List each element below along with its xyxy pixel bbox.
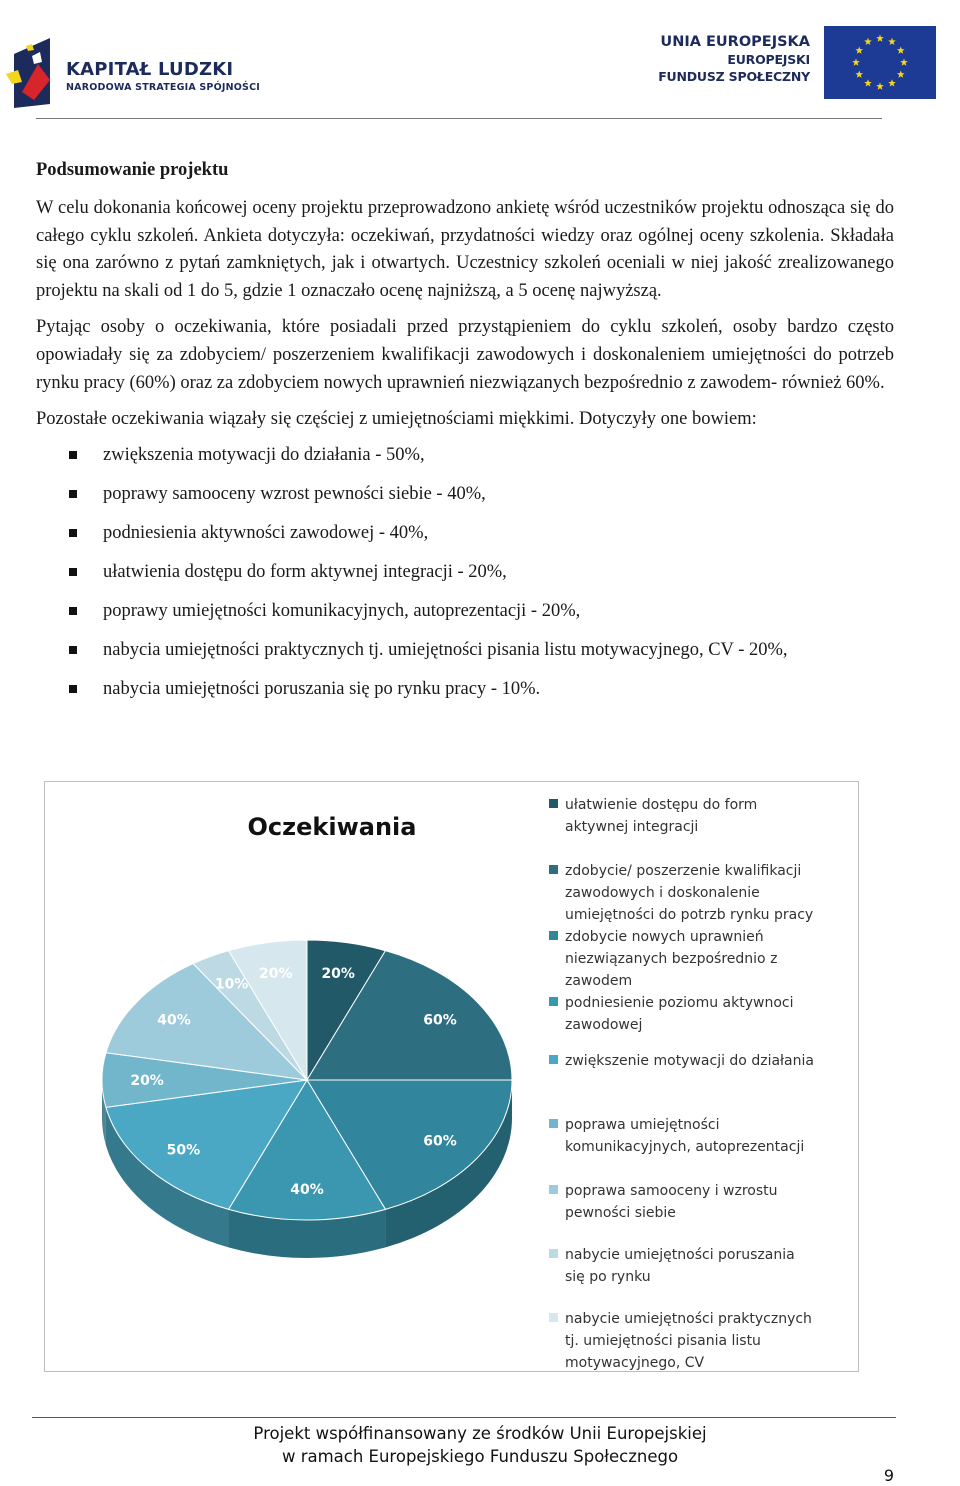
pie-data-label: 20%: [130, 1073, 164, 1089]
eu-flag-icon: [824, 26, 936, 99]
list-item: [36, 678, 894, 700]
list-item-text: zwiększenia motywacji do działania - 50%,: [103, 444, 425, 465]
legend-item: [549, 794, 849, 838]
footer-line-1: Projekt współfinansowany ze środków Unii Europejskiej: [253, 1424, 707, 1443]
logo-right-line2: EUROPEJSKI: [727, 52, 810, 67]
bullet-square-icon: [69, 607, 77, 615]
header-divider: [36, 118, 882, 119]
bullet-square-icon: [69, 451, 77, 459]
legend-label: nabycie umiejętności poruszania się po rynku: [565, 1247, 795, 1285]
pie-data-label: 20%: [259, 965, 293, 982]
legend-label: poprawa umiejętności komunikacyjnych, autoprezentacji: [565, 1117, 805, 1155]
legend-label: podniesienie poziomu aktywnoci zawodowej: [565, 995, 794, 1033]
footer: [0, 1422, 960, 1468]
legend-swatch: [549, 931, 558, 940]
logo-right-line1: UNIA EUROPEJSKA: [660, 34, 810, 50]
list-item-text: podniesienia aktywności zawodowej - 40%,: [103, 522, 429, 543]
list-item: [36, 483, 894, 505]
legend-item: [549, 1308, 849, 1374]
legend-label: ułatwienie dostępu do form aktywnej integracji: [565, 797, 758, 835]
legend-swatch: [549, 1185, 558, 1194]
list-item-text: poprawy samooceny wzrost pewności siebie - 40%,: [103, 483, 486, 504]
legend-label: zwiększenie motywacji do działania: [565, 1053, 814, 1069]
list-item: [36, 561, 894, 583]
footer-divider: [32, 1417, 896, 1418]
legend-swatch: [549, 799, 558, 808]
pie-data-label: 60%: [423, 1012, 457, 1029]
footer-line-2: w ramach Europejskiego Funduszu Społecznego: [281, 1447, 679, 1466]
legend-swatch: [549, 1119, 558, 1128]
legend-item: [549, 1244, 849, 1288]
list-item-text: poprawy umiejętności komunikacyjnych, autoprezentacji - 20%,: [103, 600, 581, 621]
list-item-text: nabycia umiejętności praktycznych tj. umiejętności pisania listu motywacyjnego, CV - 20%,: [103, 639, 788, 660]
legend-item: [549, 992, 849, 1036]
page-number: 9: [883, 1466, 894, 1485]
legend-item: [549, 1050, 849, 1072]
chart-title: Oczekiwania: [247, 813, 417, 841]
list-item: [36, 600, 894, 622]
logo-right-line3: FUNDUSZ SPOŁECZNY: [658, 69, 810, 84]
legend-label: zdobycie/ poszerzenie kwalifikacji zawodowych i doskonalenie umiejętności do potrzb rynku pracy: [565, 863, 814, 923]
legend-label: nabycie umiejętności praktycznych tj. umiejętności pisania listu motywacyjnego, CV: [565, 1311, 812, 1371]
pie-data-label: 20%: [321, 965, 355, 982]
pie-data-label: 10%: [214, 976, 249, 993]
pie-chart-canvas: [45, 782, 545, 1371]
legend-label: poprawa samooceny i wzrostu pewności siebie: [565, 1183, 778, 1221]
legend-swatch: [549, 1249, 558, 1258]
paragraph-1: W celu dokonania końcowej oceny projektu przeprowadzono ankietę wśród uczestników projektu odnosząca się do całego cyklu szkoleń. Ankieta dotyczyła: oczekiwań, przydatności wiedzy oraz ogólnej oceny szkolenia. Składała się ona zarówno z pytań zamkniętych, jak i otwartych. Uczestnicy szkoleń oceniali w niej jakość zrealizowanego projektu na skali od 1 do 5, gdzie 1 oznaczało ocenę najniższą, a 5 ocenę najwyższą.: [36, 198, 894, 301]
list-item-text: ułatwienia dostępu do form aktywnej integracji - 20%,: [103, 561, 507, 582]
legend-swatch: [549, 1055, 558, 1064]
legend-swatch: [549, 865, 558, 874]
list-item: [36, 639, 894, 661]
pie-data-label: 60%: [423, 1133, 457, 1150]
logo-left-title: KAPITAŁ LUDZKI: [66, 59, 234, 80]
legend-item: [549, 860, 849, 926]
legend-swatch: [549, 1313, 558, 1322]
logo-left-subtitle: NARODOWA STRATEGIA SPÓJNOŚCI: [66, 82, 260, 93]
expectations-pie-chart: [44, 781, 859, 1372]
section-heading: Podsumowanie projektu: [36, 160, 229, 180]
bullet-square-icon: [69, 646, 77, 654]
bullet-square-icon: [69, 490, 77, 498]
legend-swatch: [549, 997, 558, 1006]
list-item: [36, 522, 894, 544]
legend-item: [549, 1114, 849, 1158]
document-body: [36, 157, 894, 717]
pie-data-label: 40%: [290, 1182, 324, 1199]
list-item-text: nabycia umiejętności poruszania się po rynku pracy - 10%.: [103, 678, 541, 699]
eu-fund-logo-text: [658, 34, 810, 85]
legend-item: [549, 926, 849, 992]
pie-data-label: 50%: [166, 1142, 201, 1159]
list-item: [36, 444, 894, 466]
bullet-square-icon: [69, 685, 77, 693]
expectations-list: [36, 444, 894, 700]
paragraph-3: Pozostałe oczekiwania wiązały się częściej z umiejętnościami miękkimi. Dotyczyły one bowiem:: [36, 409, 757, 430]
legend-item: [549, 1180, 849, 1224]
bullet-square-icon: [69, 568, 77, 576]
paragraph-2: Pytając osoby o oczekiwania, które posiadali przed przystąpieniem do cyklu szkoleń, osoby bardzo często opowiadały się za zdobyciem/ poszerzeniem kwalifikacji zawodowych i doskonaleniem umiejętności do potrzeb rynku pracy (60%) oraz za zdobyciem nowych uprawnień niezwiązanych bezpośrednio z zawodem- również 60%.: [36, 317, 894, 393]
pie-data-label: 40%: [157, 1012, 191, 1029]
legend-label: zdobycie nowych uprawnień niezwiązanych bezpośrednio z zawodem: [565, 929, 778, 989]
bullet-square-icon: [69, 529, 77, 537]
